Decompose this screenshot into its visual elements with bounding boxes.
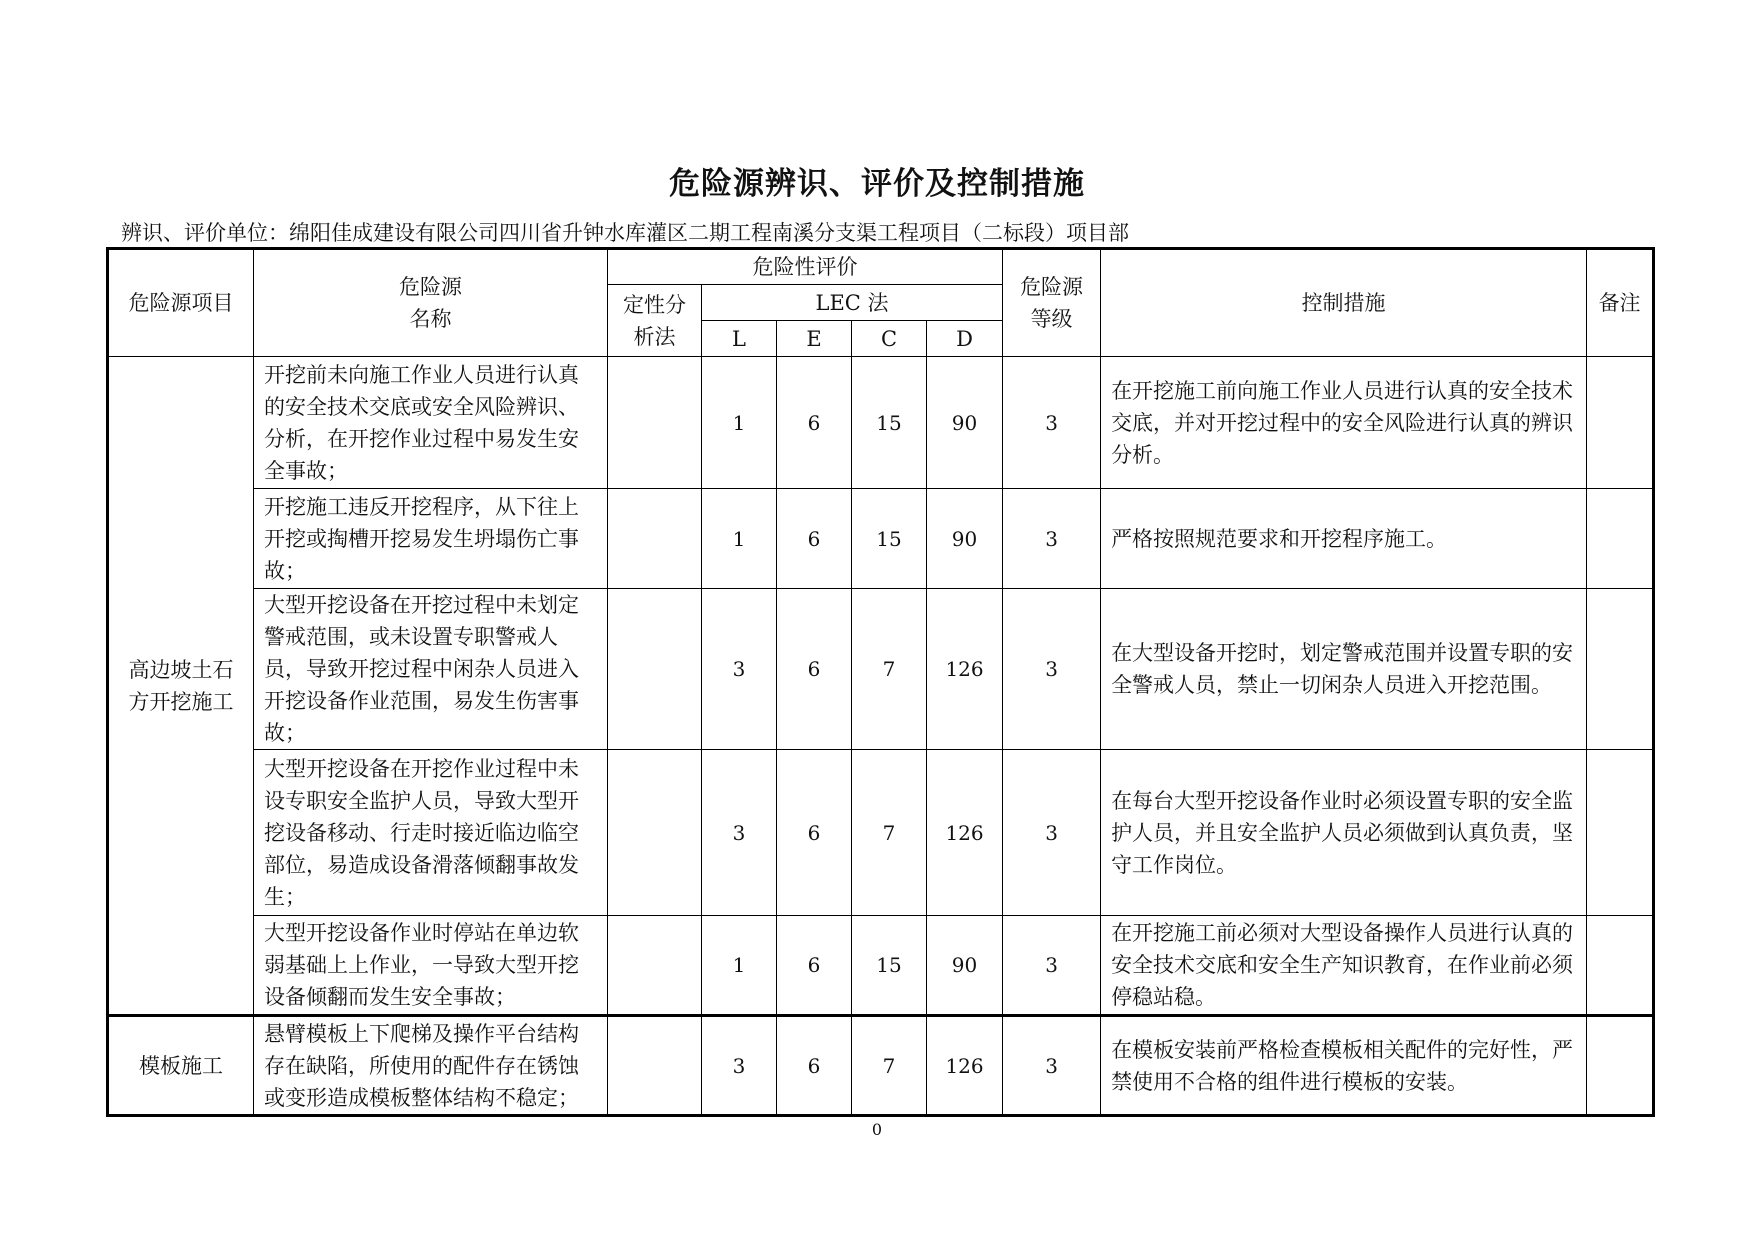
- remark-value: [1587, 750, 1654, 916]
- c-value: 15: [852, 489, 927, 589]
- d-value: 90: [927, 357, 1003, 489]
- d-value: 126: [927, 589, 1003, 750]
- qualitative-value: [608, 489, 702, 589]
- header-level: 危险源 等级: [1003, 249, 1101, 357]
- hazard-name: 开挖施工违反开挖程序，从下往上开挖或掏槽开挖易发生坍塌伤亡事故；: [254, 489, 608, 589]
- table-row: [108, 589, 1654, 750]
- header-qualitative: 定性分 析法: [608, 285, 702, 357]
- hazard-name: 大型开挖设备在开挖作业过程中未设专职安全监护人员，导致大型开挖设备移动、行走时接近临边临空部位，易造成设备滑落倾翻事故发生；: [254, 750, 608, 916]
- level-value: 3: [1003, 750, 1101, 916]
- header-remarks: 备注: [1587, 249, 1654, 357]
- remark-value: [1587, 489, 1654, 589]
- level-value: 3: [1003, 357, 1101, 489]
- qualitative-value: [608, 589, 702, 750]
- evaluation-unit-line: 辨识、评价单位：绵阳佳成建设有限公司四川省升钟水库灌区二期工程南溪分支渠工程项目（二标段）项目部: [121, 221, 1129, 245]
- l-value: 3: [702, 750, 777, 916]
- d-value: 90: [927, 489, 1003, 589]
- l-value: 1: [702, 489, 777, 589]
- page-number: 0: [871, 1120, 883, 1139]
- c-value: 7: [852, 589, 927, 750]
- control-measure: 严格按照规范要求和开挖程序施工。: [1101, 489, 1587, 589]
- table-body: [108, 357, 1654, 1116]
- document-title: 危险源辨识、评价及控制措施: [669, 166, 1085, 202]
- e-value: 6: [777, 357, 852, 489]
- qualitative-value: [608, 750, 702, 916]
- qualitative-value: [608, 916, 702, 1016]
- e-value: 6: [777, 1016, 852, 1116]
- header-d: D: [927, 321, 1003, 357]
- header-name: 危险源 名称: [254, 249, 608, 357]
- c-value: 7: [852, 750, 927, 916]
- c-value: 15: [852, 916, 927, 1016]
- level-value: 3: [1003, 589, 1101, 750]
- control-measure: 在开挖施工前向施工作业人员进行认真的安全技术交底，并对开挖过程中的安全风险进行认真的辨识分析。: [1101, 357, 1587, 489]
- e-value: 6: [777, 750, 852, 916]
- header-measures: 控制措施: [1101, 249, 1587, 357]
- e-value: 6: [777, 589, 852, 750]
- remark-value: [1587, 1016, 1654, 1116]
- qualitative-value: [608, 1016, 702, 1116]
- header-evaluation: 危险性评价: [608, 249, 1003, 285]
- l-value: 3: [702, 589, 777, 750]
- header-e: E: [777, 321, 852, 357]
- hazard-name: 悬臂模板上下爬梯及操作平台结构存在缺陷，所使用的配件存在锈蚀或变形造成模板整体结构不稳定；: [254, 1016, 608, 1116]
- category-cell: 模板施工: [108, 1016, 254, 1116]
- table-row: [108, 916, 1654, 1016]
- header-item: 危险源项目: [108, 249, 254, 357]
- table-row: [108, 489, 1654, 589]
- c-value: 15: [852, 357, 927, 489]
- remark-value: [1587, 357, 1654, 489]
- hazard-table: [106, 247, 1655, 1117]
- header-l: L: [702, 321, 777, 357]
- l-value: 1: [702, 357, 777, 489]
- level-value: 3: [1003, 1016, 1101, 1116]
- l-value: 3: [702, 1016, 777, 1116]
- d-value: 126: [927, 750, 1003, 916]
- remark-value: [1587, 916, 1654, 1016]
- control-measure: 在每台大型开挖设备作业时必须设置专职的安全监护人员，并且安全监护人员必须做到认真负责，坚守工作岗位。: [1101, 750, 1587, 916]
- table-header: [108, 249, 1654, 357]
- e-value: 6: [777, 489, 852, 589]
- header-lec: LEC 法: [702, 285, 1003, 321]
- remark-value: [1587, 589, 1654, 750]
- level-value: 3: [1003, 489, 1101, 589]
- control-measure: 在大型设备开挖时，划定警戒范围并设置专职的安全警戒人员，禁止一切闲杂人员进入开挖范围。: [1101, 589, 1587, 750]
- hazard-name: 大型开挖设备在开挖过程中未划定警戒范围，或未设置专职警戒人员，导致开挖过程中闲杂人员进入开挖设备作业范围，易发生伤害事故；: [254, 589, 608, 750]
- table-row: [108, 1016, 1654, 1116]
- control-measure: 在开挖施工前必须对大型设备操作人员进行认真的安全技术交底和安全生产知识教育，在作业前必须停稳站稳。: [1101, 916, 1587, 1016]
- d-value: 126: [927, 1016, 1003, 1116]
- level-value: 3: [1003, 916, 1101, 1016]
- table-row: [108, 357, 1654, 489]
- hazard-name: 大型开挖设备作业时停站在单边软弱基础上上作业，一导致大型开挖设备倾翻而发生安全事故；: [254, 916, 608, 1016]
- hazard-name: 开挖前未向施工作业人员进行认真的安全技术交底或安全风险辨识、分析，在开挖作业过程中易发生安全事故；: [254, 357, 608, 489]
- e-value: 6: [777, 916, 852, 1016]
- control-measure: 在模板安装前严格检查模板相关配件的完好性，严禁使用不合格的组件进行模板的安装。: [1101, 1016, 1587, 1116]
- qualitative-value: [608, 357, 702, 489]
- header-c: C: [852, 321, 927, 357]
- c-value: 7: [852, 1016, 927, 1116]
- d-value: 90: [927, 916, 1003, 1016]
- table-row: [108, 750, 1654, 916]
- l-value: 1: [702, 916, 777, 1016]
- category-cell: 高边坡土石 方开挖施工: [108, 357, 254, 1016]
